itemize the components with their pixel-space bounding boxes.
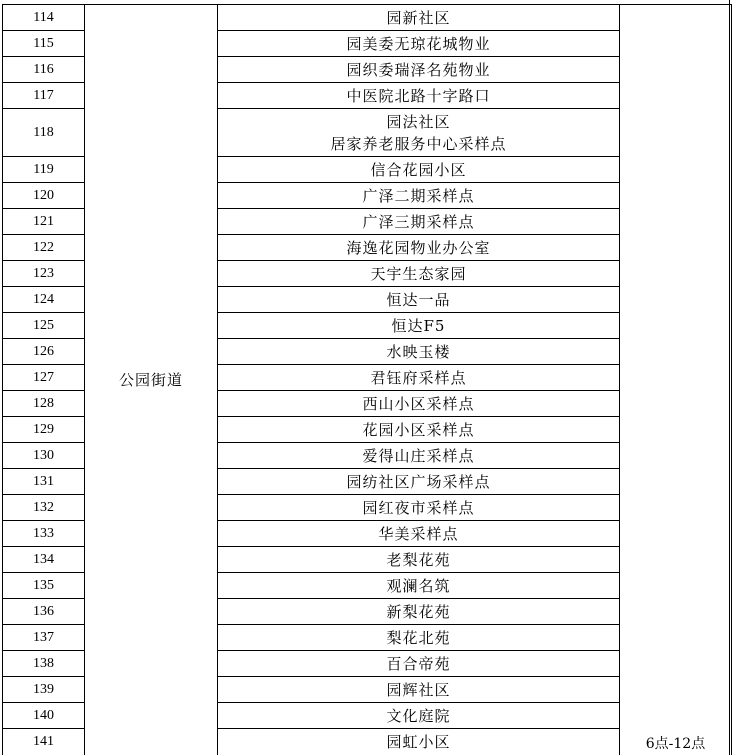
row-number-cell[interactable]: 119 <box>3 157 85 183</box>
site-name-cell[interactable]: 恒达F5 <box>218 313 620 339</box>
site-name-cell[interactable]: 园纺社区广场采样点 <box>218 469 620 495</box>
row-number-cell[interactable]: 139 <box>3 677 85 703</box>
row-number-cell[interactable]: 121 <box>3 209 85 235</box>
row-number-cell[interactable]: 114 <box>3 5 85 31</box>
row-number-cell[interactable]: 130 <box>3 443 85 469</box>
time-cell[interactable]: 6点-12点 <box>620 5 732 755</box>
site-name-cell[interactable]: 观澜名筑 <box>218 573 620 599</box>
site-name-cell[interactable]: 广泽三期采样点 <box>218 209 620 235</box>
row-number-cell[interactable]: 141 <box>3 729 85 755</box>
site-name-cell[interactable]: 君钰府采样点 <box>218 365 620 391</box>
row-number-cell[interactable]: 140 <box>3 703 85 729</box>
site-name-cell[interactable]: 园美委无琼花城物业 <box>218 31 620 57</box>
row-number-cell[interactable]: 124 <box>3 287 85 313</box>
row-number-cell[interactable]: 118 <box>3 109 85 157</box>
site-name-cell[interactable]: 文化庭院 <box>218 703 620 729</box>
site-name-cell[interactable]: 百合帝苑 <box>218 651 620 677</box>
row-number-cell[interactable]: 127 <box>3 365 85 391</box>
site-name-cell[interactable]: 水映玉楼 <box>218 339 620 365</box>
row-number-cell[interactable]: 134 <box>3 547 85 573</box>
row-number-cell[interactable]: 131 <box>3 469 85 495</box>
row-number-cell[interactable]: 120 <box>3 183 85 209</box>
row-number-cell[interactable]: 117 <box>3 83 85 109</box>
site-name-cell[interactable]: 爱得山庄采样点 <box>218 443 620 469</box>
row-number-cell[interactable]: 129 <box>3 417 85 443</box>
sheet-right-border <box>729 0 730 755</box>
row-number-cell[interactable]: 115 <box>3 31 85 57</box>
row-number-cell[interactable]: 136 <box>3 599 85 625</box>
row-number-cell[interactable]: 133 <box>3 521 85 547</box>
site-name-cell[interactable] <box>218 109 620 157</box>
district-cell[interactable]: 公园街道 <box>85 5 218 755</box>
site-name-cell[interactable]: 老梨花苑 <box>218 547 620 573</box>
site-name-cell[interactable]: 恒达一品 <box>218 287 620 313</box>
row-number-cell[interactable]: 122 <box>3 235 85 261</box>
row-number-cell[interactable]: 116 <box>3 57 85 83</box>
site-name-cell[interactable]: 广泽二期采样点 <box>218 183 620 209</box>
site-name-cell[interactable]: 中医院北路十字路口 <box>218 83 620 109</box>
site-name-cell[interactable]: 园红夜市采样点 <box>218 495 620 521</box>
site-name-cell[interactable]: 园虹小区 <box>218 729 620 755</box>
site-name-cell[interactable]: 华美采样点 <box>218 521 620 547</box>
row-number-cell[interactable]: 128 <box>3 391 85 417</box>
site-name-wrap <box>218 111 619 155</box>
row-number-cell[interactable]: 135 <box>3 573 85 599</box>
site-name-cell[interactable]: 西山小区采样点 <box>218 391 620 417</box>
site-name-cell[interactable]: 天宇生态家园 <box>218 261 620 287</box>
table-row <box>3 5 732 31</box>
table-body <box>3 5 732 755</box>
row-number-cell[interactable]: 125 <box>3 313 85 339</box>
site-name-cell[interactable]: 海逸花园物业办公室 <box>218 235 620 261</box>
row-number-cell[interactable]: 123 <box>3 261 85 287</box>
row-number-cell[interactable]: 137 <box>3 625 85 651</box>
site-name-cell[interactable]: 梨花北苑 <box>218 625 620 651</box>
sampling-sites-table <box>2 4 732 755</box>
site-name-cell[interactable]: 园新社区 <box>218 5 620 31</box>
site-name-cell[interactable]: 新梨花苑 <box>218 599 620 625</box>
site-name-cell[interactable]: 信合花园小区 <box>218 157 620 183</box>
site-name-cell[interactable]: 花园小区采样点 <box>218 417 620 443</box>
row-number-cell[interactable]: 126 <box>3 339 85 365</box>
row-number-cell[interactable]: 132 <box>3 495 85 521</box>
site-name-line2: 居家养老服务中心采样点 <box>330 134 507 153</box>
site-name-cell[interactable]: 园辉社区 <box>218 677 620 703</box>
site-name-cell[interactable]: 园织委瑞泽名苑物业 <box>218 57 620 83</box>
row-number-cell[interactable]: 138 <box>3 651 85 677</box>
site-name-line1: 园法社区 <box>386 112 451 131</box>
